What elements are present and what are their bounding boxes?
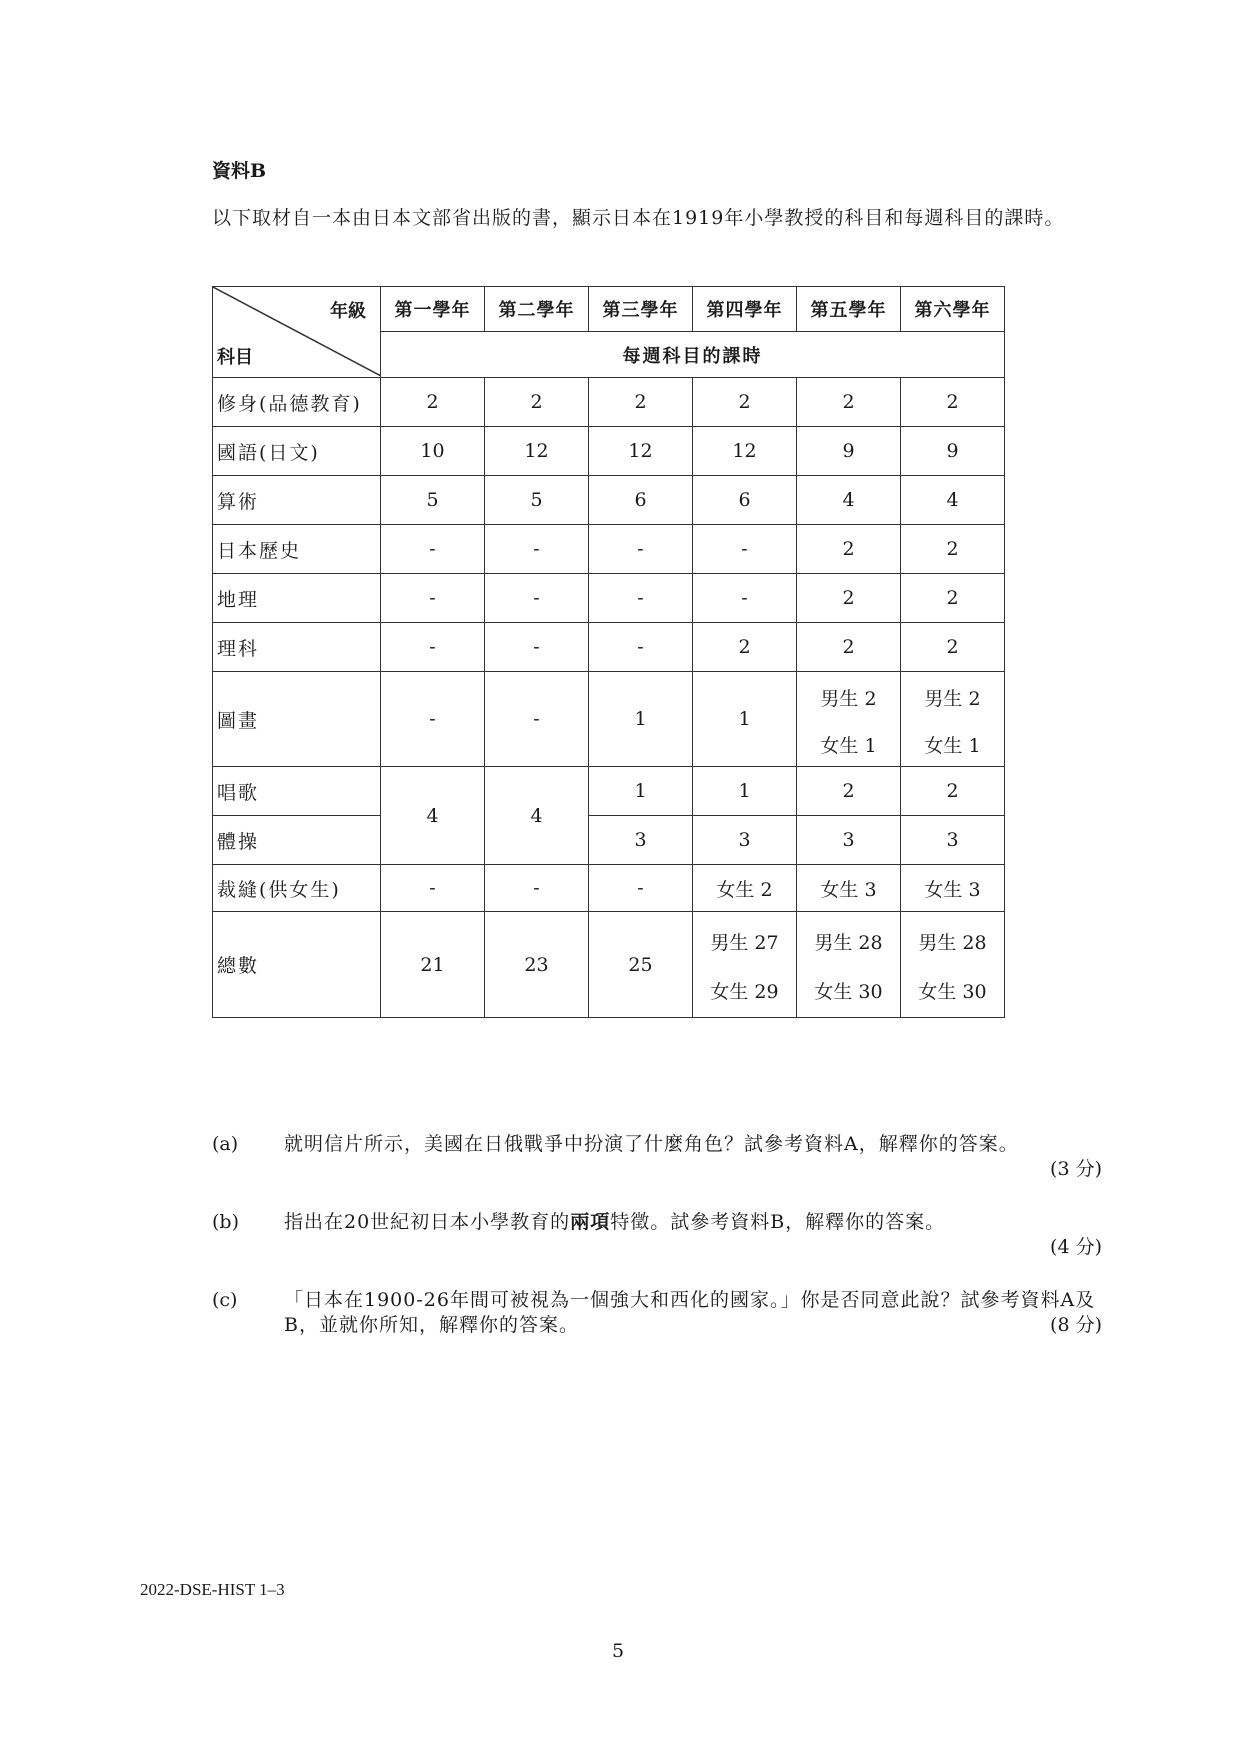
question-b [212,1210,1102,1260]
question-text-part: 特徵。試參考資料B，解釋你的答案。 [610,1211,946,1233]
hours-cell: 3 [901,816,1005,865]
subject-cell: 裁縫(供女生) [213,865,381,912]
table-row [213,816,1005,865]
question-text-part: 指出在20世紀初日本小學教育的 [284,1211,571,1233]
hours-cell: - [485,623,589,672]
subject-cell: 理科 [213,623,381,672]
hours-cell: 2 [797,623,901,672]
hours-cell: 3 [797,816,901,865]
hours-cell: 2 [901,623,1005,672]
subject-label: 科目 [217,347,253,368]
table-row [213,865,1005,912]
hours-cell: 6 [693,476,797,525]
total-cell: 25 [589,912,693,1018]
subject-cell: 算術 [213,476,381,525]
grade-header: 第二學年 [485,287,589,332]
page-number: 5 [612,1640,625,1662]
hours-cell: - [485,574,589,623]
hours-cell: 女生 3 [797,865,901,912]
hours-cell: 2 [485,378,589,427]
question-emphasis: 兩項 [570,1211,611,1233]
hours-cell: 1 [693,767,797,816]
hours-cell: 9 [901,427,1005,476]
table-row [213,574,1005,623]
hours-cell: - [381,574,485,623]
hours-cell: 2 [589,378,693,427]
question-text [284,1210,1102,1235]
question-marks: (4 分) [1050,1236,1102,1258]
hours-cell: 3 [693,816,797,865]
split-hours-cell [797,672,901,767]
hours-cell: 12 [589,427,693,476]
question-marks: (8 分) [1050,1314,1102,1336]
subject-cell: 地理 [213,574,381,623]
hours-cell: 2 [901,378,1005,427]
hours-cell: 5 [381,476,485,525]
girls-total: 女生 30 [814,980,883,1003]
hours-cell: 2 [381,378,485,427]
boys-total: 男生 28 [918,931,987,954]
question-a [212,1132,1102,1182]
split-hours-cell [901,672,1005,767]
total-cell: 23 [485,912,589,1018]
hours-cell: - [381,525,485,574]
hours-cell: 2 [693,378,797,427]
hours-cell: - [589,525,693,574]
hours-cell: 4 [485,767,589,865]
girls-hours: 女生 1 [924,735,981,757]
grade-header: 第五學年 [797,287,901,332]
hours-cell: - [589,865,693,912]
boys-total: 男生 28 [814,931,883,954]
question-letter: (b) [212,1211,239,1233]
table-row [213,476,1005,525]
split-total-cell [797,912,901,1018]
hours-cell: 12 [485,427,589,476]
lesson-hours-table [212,286,1005,1018]
split-total-cell [693,912,797,1018]
hours-cell: 2 [797,525,901,574]
source-intro: 以下取材自一本由日本文部省出版的書，顯示日本在1919年小學教授的科目和每週科目的課時。 [212,207,1065,229]
table-row [213,767,1005,816]
question-text: 就明信片所示，美國在日俄戰爭中扮演了什麼角色？試參考資料A，解釋你的答案。 [284,1133,1019,1155]
hours-cell: 2 [797,574,901,623]
subject-cell: 體操 [213,816,381,865]
hours-cell: 4 [901,476,1005,525]
split-total-cell [901,912,1005,1018]
hours-cell: 女生 2 [693,865,797,912]
source-heading: 資料B [212,160,267,182]
grade-header: 第一學年 [381,287,485,332]
hours-cell: 2 [901,525,1005,574]
table-row [213,912,1005,1018]
table-row [213,672,1005,767]
hours-cell: - [485,672,589,767]
header-corner [213,287,381,378]
exam-code: 2022-DSE-HIST 1–3 [140,1580,285,1599]
hours-cell: 女生 3 [901,865,1005,912]
table-row [213,427,1005,476]
girls-total: 女生 30 [918,980,987,1003]
question-text: 「日本在1900-26年間可被視為一個強大和西化的國家。」你是否同意此說？試參考資料A及B，並就你所知，解釋你的答案。 [284,1289,1096,1336]
subject-cell: 圖畫 [213,672,381,767]
table-row [213,378,1005,427]
grade-header: 第六學年 [901,287,1005,332]
hours-cell: 6 [589,476,693,525]
boys-hours: 男生 2 [820,688,877,710]
hours-cell: - [693,525,797,574]
hours-cell: - [381,865,485,912]
grade-label: 年級 [330,301,366,322]
subject-cell: 國語(日文) [213,427,381,476]
table-row [213,623,1005,672]
hours-cell: 9 [797,427,901,476]
weekly-hours-subheader: 每週科目的課時 [381,332,1005,378]
hours-cell: 2 [693,623,797,672]
hours-cell: 3 [589,816,693,865]
hours-cell: - [485,865,589,912]
hours-cell: - [693,574,797,623]
hours-cell: 2 [901,574,1005,623]
total-cell: 21 [381,912,485,1018]
question-letter: (c) [212,1289,238,1311]
hours-cell: - [485,525,589,574]
hours-cell: - [589,574,693,623]
subject-cell: 唱歌 [213,767,381,816]
girls-hours: 女生 1 [820,735,877,757]
hours-cell: 1 [589,767,693,816]
question-letter: (a) [212,1133,239,1155]
hours-cell: 1 [693,672,797,767]
hours-cell: 4 [381,767,485,865]
question-c [212,1288,1102,1338]
hours-cell: 4 [797,476,901,525]
subject-cell: 修身(品德教育) [213,378,381,427]
total-label-cell: 總數 [213,912,381,1018]
question-marks: (3 分) [1050,1158,1102,1180]
hours-cell: - [381,623,485,672]
hours-cell: 2 [797,378,901,427]
hours-cell: 2 [797,767,901,816]
hours-cell: 12 [693,427,797,476]
subject-cell: 日本歷史 [213,525,381,574]
table-row [213,525,1005,574]
hours-cell: 10 [381,427,485,476]
hours-cell: - [589,623,693,672]
hours-cell: - [381,672,485,767]
hours-cell: 1 [589,672,693,767]
hours-cell: 5 [485,476,589,525]
grade-header: 第四學年 [693,287,797,332]
girls-total: 女生 29 [710,980,779,1003]
grade-header: 第三學年 [589,287,693,332]
hours-cell: 2 [901,767,1005,816]
boys-total: 男生 27 [710,931,779,954]
boys-hours: 男生 2 [924,688,981,710]
